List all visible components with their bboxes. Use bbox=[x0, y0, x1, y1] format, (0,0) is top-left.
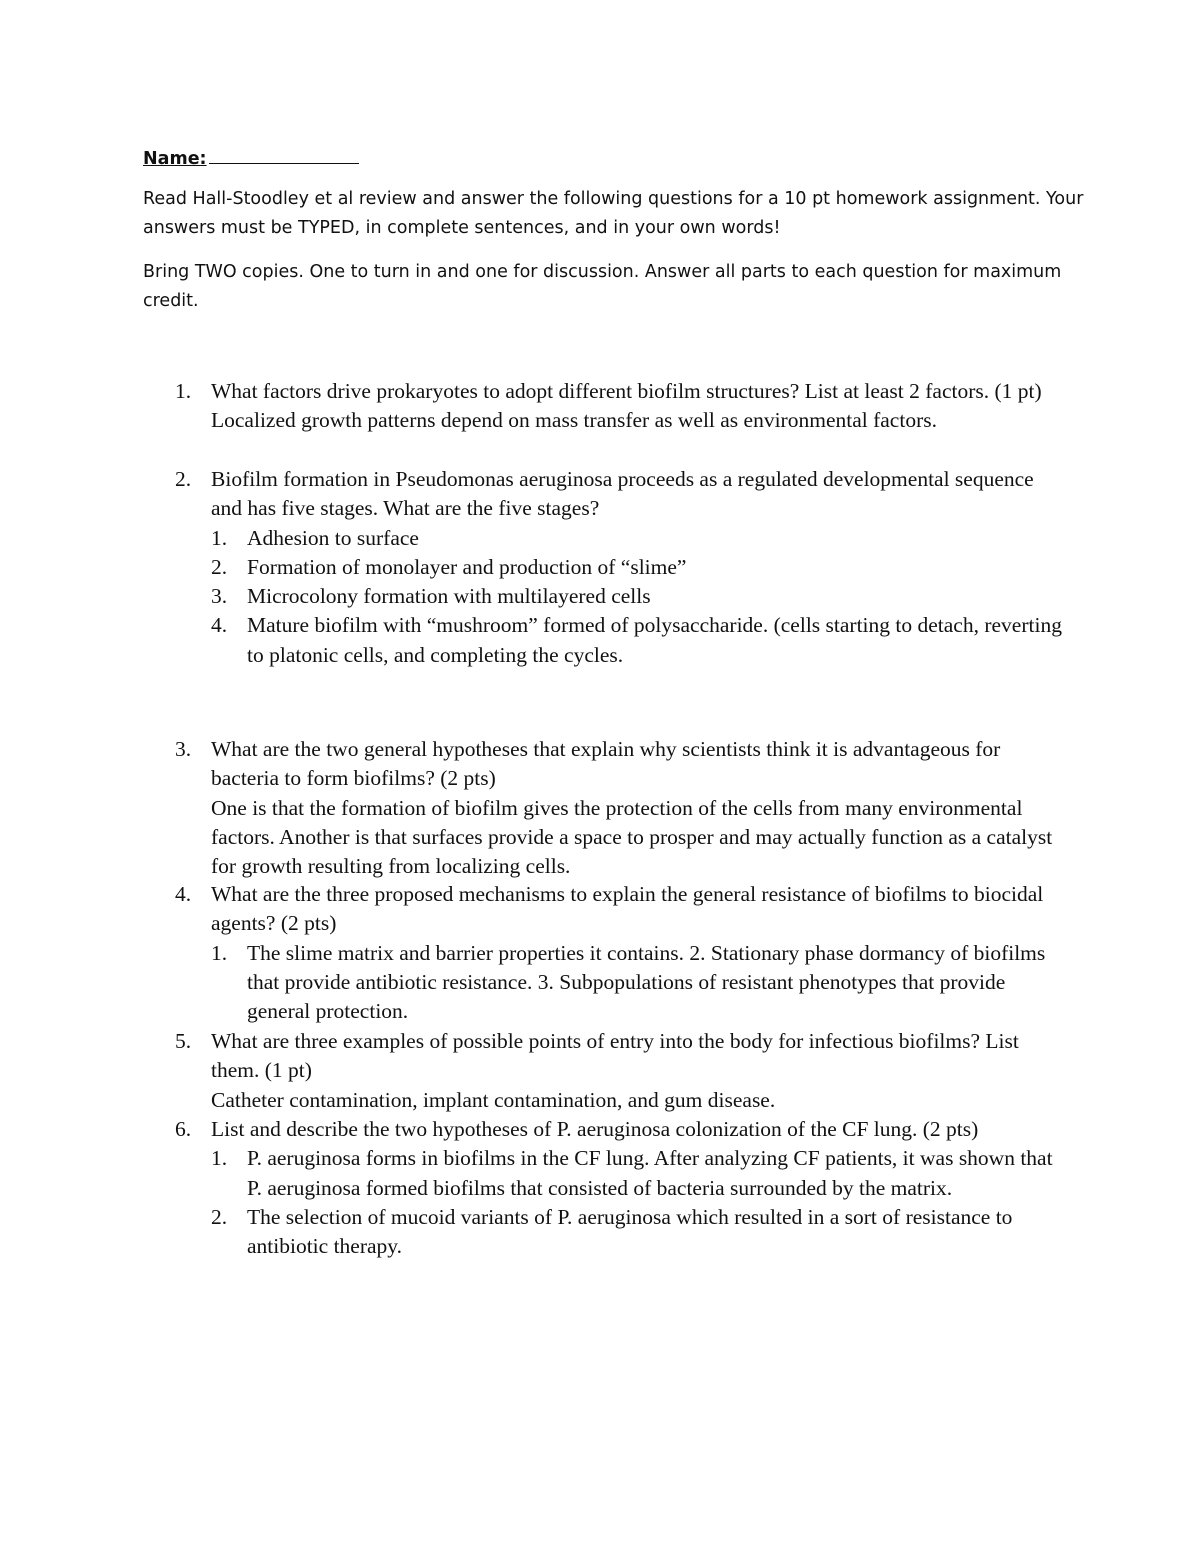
answer-item-text: Formation of monolayer and production of “slime” bbox=[247, 554, 687, 579]
question-5 bbox=[175, 1027, 1065, 1115]
answer-item-text: The selection of mucoid variants of P. aeruginosa which resulted in a sort of resistance to antibiotic therapy. bbox=[247, 1204, 1013, 1259]
answer-item-text: P. aeruginosa forms in biofilms in the CF lung. After analyzing CF patients, it was shown that P. aeruginosa formed biofilms that consisted of bacteria surrounded by the matrix. bbox=[247, 1146, 1053, 1200]
question-3 bbox=[175, 735, 1065, 881]
answer-list-item bbox=[211, 1203, 1065, 1262]
answer-list-item bbox=[211, 939, 1065, 1027]
question-text: What are the three proposed mechanisms to explain the general resistance of biofilms to biocidal agents? (2 pts) bbox=[211, 882, 1044, 936]
answer-item-number: 2. bbox=[211, 554, 228, 579]
question-4 bbox=[175, 880, 1065, 1026]
question-6 bbox=[175, 1115, 1065, 1261]
question-text: Biofilm formation in Pseudomonas aeruginosa proceeds as a regulated developmental sequence and has five stages. What are the five stages? bbox=[211, 467, 1034, 521]
answer-item-number: 1. bbox=[211, 1146, 228, 1171]
intro-instructions: Read Hall-Stoodley et al review and answer the following questions for a 10 pt homework assignment. Your answers must be TYPED, in complete sentences, and in your own words! bbox=[143, 189, 1084, 238]
answer-list-item bbox=[211, 553, 1065, 582]
answer-item-number: 2. bbox=[211, 1204, 228, 1229]
question-text: What are three examples of possible points of entry into the body for infectious biofilms? List them. (1 pt) bbox=[211, 1029, 1019, 1083]
answer-item-number: 1. bbox=[211, 940, 228, 965]
question-text: What factors drive prokaryotes to adopt different biofilm structures? List at least 2 factors. (1 pt) bbox=[211, 379, 1042, 403]
answer-item-number: 3. bbox=[211, 584, 228, 609]
answer-item-number: 4. bbox=[211, 613, 228, 638]
name-label: Name: bbox=[143, 149, 207, 169]
answer-item-text: Microcolony formation with multilayered cells bbox=[247, 584, 651, 609]
question-number: 5. bbox=[175, 1029, 192, 1053]
question-number: 2. bbox=[175, 467, 192, 491]
answer-item-text: The slime matrix and barrier properties it contains. 2. Stationary phase dormancy of biofilms that provide antibiotic resistance. 3. Subpopulations of resistant phenotypes that provide general protection. bbox=[247, 940, 1046, 1024]
question-number: 4. bbox=[175, 882, 192, 906]
answer-list-item bbox=[211, 1144, 1065, 1203]
answer-list-item bbox=[211, 611, 1065, 670]
name-field bbox=[143, 143, 359, 174]
question-text: List and describe the two hypotheses of P. aeruginosa colonization of the CF lung. (2 pts) bbox=[211, 1117, 979, 1141]
answer-list-item bbox=[211, 582, 1065, 611]
answer-item-text: Adhesion to surface bbox=[247, 525, 419, 550]
question-2 bbox=[175, 465, 1065, 670]
question-number: 6. bbox=[175, 1117, 192, 1141]
name-blank-line bbox=[209, 143, 359, 164]
question-number: 1. bbox=[175, 379, 192, 403]
question-number: 3. bbox=[175, 737, 192, 761]
answer-item-text: Mature biofilm with “mushroom” formed of polysaccharide. (cells starting to detach, reverting to platonic cells, and completing the cycles. bbox=[247, 613, 1062, 667]
answer-list-item bbox=[211, 524, 1065, 553]
question-text: What are the two general hypotheses that explain why scientists think it is advantageous for bacteria to form biofilms? (2 pts) bbox=[211, 737, 1001, 791]
question-1 bbox=[175, 377, 1065, 436]
answer-text: Catheter contamination, implant contamination, and gum disease. bbox=[211, 1087, 776, 1112]
intro-copies-note: Bring TWO copies. One to turn in and one for discussion. Answer all parts to each question for maximum credit. bbox=[143, 262, 1062, 311]
answer-item-number: 1. bbox=[211, 525, 228, 550]
answer-text: One is that the formation of biofilm gives the protection of the cells from many environmental factors. Another is that surfaces provide a space to prosper and may actually function as a catalyst for growth resulting from localizing cells. bbox=[211, 795, 1053, 879]
answer-text: Localized growth patterns depend on mass transfer as well as environmental factors. bbox=[211, 408, 937, 433]
